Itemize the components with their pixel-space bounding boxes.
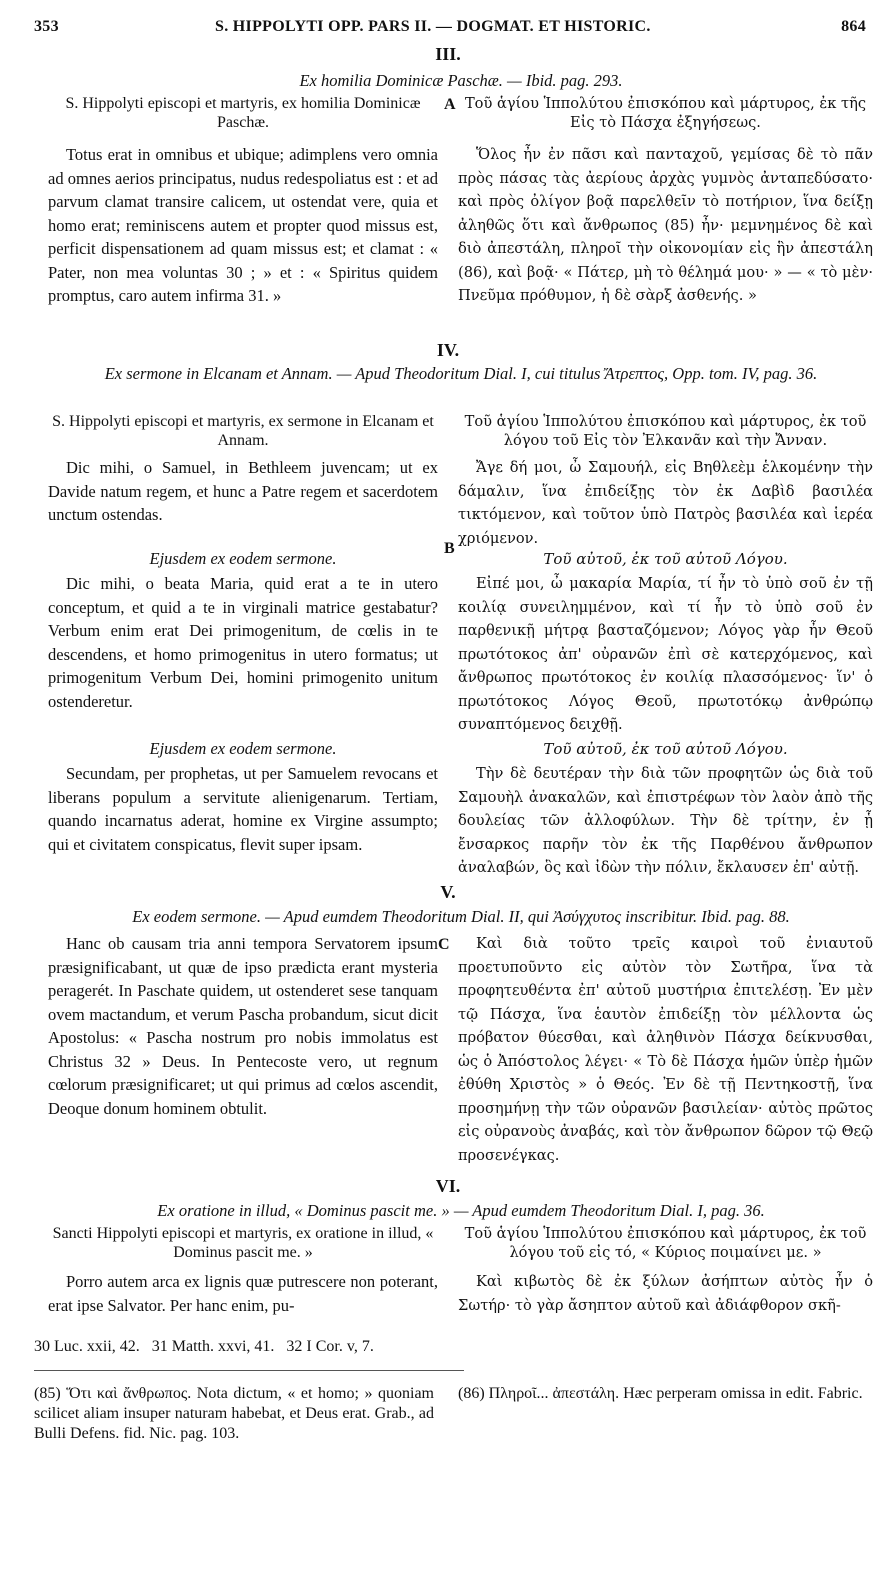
section-iv-greek-heading: Τοῦ ἁγίου Ἱππολύτου ἐπισκόπου καὶ μάρτυρος, ἐκ τοῦ λόγου τοῦ Εἰς τὸν Ἐλκανᾶν καὶ τὴν Ἄνναν. <box>464 413 867 449</box>
section-numeral-iii: III. <box>435 44 461 64</box>
section-vi-source: Ex oratione in illud, « Dominus pascit me. » — Apud eumdem Theodoritum Dial. I, pag. 36. <box>157 1201 765 1220</box>
section-numeral-v: V. <box>440 882 456 902</box>
section-v-greek-text: Καὶ διὰ τοῦτο τρεῖς καιροὶ τοῦ ἐνιαυτοῦ προετυποῦντο εἰς αὐτὸν τὸν Σωτῆρα, ἵνα τὰ προφητευθέντα ἐπ' αὐτοῦ μυστήρια ἐπιτελέσῃ. Ἐν μὲν τῷ Πάσχα, ἵνα ἑαυτὸν ἐπιδείξῃ τὸν μέλλοντα ὡς πρόβατον θύεσθαι, καὶ ἀληθινὸν Πάσχα δείκνυσθαι, ὡς ὁ Ἀπόστολος λέγει· « Τὸ δὲ Πάσχα ἡμῶν ὑπὲρ ἡμῶν ἐθύθη Χριστὸς » ὁ Θεός. Ἐν δὲ τῇ Πεντηκοστῇ, ἵνα προσημήνῃ τὴν τῶν οὐρανῶν βασιλείαν· αὐτὸς πρῶτος εἰς οὐρανοὺς ἀναβάς, καὶ τὸν ἄνθρωπον δῶρον τῷ Θεῷ προσενέγκας. <box>458 935 873 1164</box>
right-page-number: 864 <box>841 18 866 35</box>
section-vi-latin-heading: Sancti Hippolyti episcopi et martyris, ex oratione in illud, « Dominus pascit me. » <box>52 1225 434 1261</box>
scripture-footnotes: 30 Luc. xxii, 42. 31 Matth. xxvi, 41. 32 I Cor. v, 7. <box>34 1338 374 1355</box>
section-v-latin-text: Hanc ob causam tria anni tempora Servatorem ipsum præsignificabant, ut quæ de ipso prædicta erant mysteria peragerét. In Paschate quidem, ut ostenderet sese tanquam ovem mactandum, et verum Pascha probandum, sicut dicit Apostolus: « Pascha nostrum pro nobis immolatus est Christus 32 » Deus. In Pentecoste vero, ut regnum cœlorum præsignificaret; ut qui primus ad cœlos ascendit, Deoque donum hominem obtulit. <box>48 934 438 1118</box>
section-iii-source: Ex homilia Dominicæ Paschæ. — Ibid. pag. 293. <box>299 71 623 90</box>
sub2-latin-heading: Ejusdem ex eodem sermone. <box>149 739 337 758</box>
running-title: S. HIPPOLYTI OPP. PARS II. — DOGMAT. ET HISTORIC. <box>215 18 651 35</box>
section-iii-greek-heading: Τοῦ ἁγίου Ἱππολύτου ἐπισκόπου καὶ μάρτυρος, ἐκ τῆς Εἰς τὸ Πάσχα ἐξηγήσεως. <box>464 95 867 131</box>
section-iv-greek-text: Ἄγε δή μοι, ὦ Σαμουήλ, εἰς Βηθλεὲμ ἑλκομένην τὴν δάμαλιν, ἵνα ἐπιδείξῃς τὸν ἐκ Δαβὶδ βασιλέα τικτόμενον, καὶ τοῦτον ὑπὸ Πατρὸς βασιλέα καὶ ἱερέα χριόμενον. <box>458 459 873 547</box>
sub1-greek-heading: Τοῦ αὐτοῦ, ἐκ τοῦ αὐτοῦ Λόγου. <box>543 550 788 568</box>
sub1-greek-text: Εἰπέ μοι, ὦ μακαρία Μαρία, τί ἦν τὸ ὑπὸ σοῦ ἐν τῇ κοιλίᾳ συνειλημμένον, καὶ τί ἦν τὸ ὑπὸ σοῦ ἐν παρθενικῇ μήτρᾳ βασταζόμενον; Λόγος γὰρ ἦν Θεοῦ πρωτότοκος ἀπ' οὐρανῶν ἐπὶ σὲ κατερχόμενος, καὶ ἄνθρωπος πρωτότοκος ἐν κοιλίᾳ πλασσόμενος· ἵν' ὁ πρωτότοκος Λόγος Θεοῦ, πρωτοτόκῳ ἀνθρώπῳ συναπτόμενος δειχθῇ. <box>458 575 873 733</box>
section-vi-greek-heading: Τοῦ ἁγίου Ἱππολύτου ἐπισκόπου καὶ μάρτυρος, ἐκ τοῦ λόγου τοῦ εἰς τό, « Κύριος ποιμαίνει με. » <box>464 1225 867 1261</box>
margin-letter-b: B <box>444 540 455 557</box>
section-numeral-iv: IV. <box>436 340 460 360</box>
section-iv-source: Ex sermone in Elcanam et Annam. — Apud Theodoritum Dial. I, cui titulus Ἄτρεπτος, Opp. tom. IV, pag. 36. <box>104 364 818 383</box>
section-iii-greek-text: Ὅλος ἦν ἐν πᾶσι καὶ πανταχοῦ, γεμίσας δὲ τὸ πᾶν πρὸς πάσας τὰς ἀερίους ἀρχὰς γυμνὸς ἀνταπεδύσατο· καὶ πρὸς ὀλίγον βοᾷ παρελθεῖν τὸ ποτήριον, ἵνα δείξῃ ἀληθῶς ὅτι καὶ ἄνθρωπος (85) ἦν· μεμνημένος δὲ καὶ διὸ ἀπεστάλη, πληροῖ τὴν οἰκονομίαν εἰς ἣν ἀπεστάλη (86), καὶ βοᾷ· « Πάτερ, μὴ τὸ θέλημά μου· » — « τὸ μὲν· Πνεῦμα πρόθυμον, ἡ δὲ σὰρξ ἀσθενής. » <box>458 146 873 304</box>
margin-letter-c: C <box>438 936 450 953</box>
sub2-latin-text: Secundam, per prophetas, ut per Samuelem revocans et liberans populum a servitute alienigenarum. Tertiam, quando incarnatus aderat, homine ex Virgine assumpto; qui et civitatem conspicatus, flevit super ipsam. <box>48 764 438 854</box>
section-iv-latin-heading: S. Hippolyti episcopi et martyris, ex sermone in Elcanam et Annam. <box>52 413 434 449</box>
section-iii-latin-text: Totus erat in omnibus et ubique; adimplens vero omnia ad omnes aerios principatus, nudus redespoliatus est : et ad parvum clamat transire calicem, ut ostendat vere, quia et homo erat; reminiscens autem et propter quod missus est, perficit dispensationem ad quam missus est; et clamat : « Pater, non mea voluntas 30 ; » et : « Spiritus quidem promptus, caro autem infirma 31. » <box>48 145 438 305</box>
footnote-85: (85) Ὅτι καὶ ἄνθρωπος. Nota dictum, « et homo; » quoniam scilicet aliam insuper naturam habebat, et Deus erat. Grab., ad Bulli Defens. fid. Nic. pag. 103. <box>34 1385 434 1442</box>
section-vi-greek-text: Καὶ κιβωτὸς δὲ ἐκ ξύλων ἀσήπτων αὐτὸς ἦν ὁ Σωτήρ· τὸ γὰρ ἄσηπτον αὐτοῦ καὶ ἀδιάφθορον σκῆ- <box>458 1273 873 1314</box>
footnote-divider <box>34 1370 464 1371</box>
left-page-number: 353 <box>34 18 59 35</box>
section-v-source: Ex eodem sermone. — Apud eumdem Theodoritum Dial. II, qui Ἀσύγχυτος inscribitur. Ibid. pag. 88. <box>132 907 790 926</box>
footnote-86: (86) Πληροῖ... ἀπεστάλη. Hæc perperam omissa in edit. Fabric. <box>458 1385 863 1402</box>
margin-letter-a: A <box>444 96 456 113</box>
section-vi-latin-text: Porro autem arca ex lignis quæ putrescere non poterant, erat ipse Salvator. Per hanc enim, pu- <box>48 1272 438 1315</box>
sub2-greek-heading: Τοῦ αὐτοῦ, ἐκ τοῦ αὐτοῦ Λόγου. <box>543 740 788 758</box>
sub1-latin-heading: Ejusdem ex eodem sermone. <box>149 549 337 568</box>
section-iii-latin-heading: S. Hippolyti episcopi et martyris, ex homilia Dominicæ Paschæ. <box>65 95 421 131</box>
section-numeral-vi: VI. <box>435 1176 461 1196</box>
sub1-latin-text: Dic mihi, o beata Maria, quid erat a te in utero conceptum, et quid a te in virginali matrice gestabatur? Verbum enim erat Dei primogenitum, de cœlis in te descendens, et homo primogenitus in utero formatus; ut primogenitum Verbum Dei, homini primogenito unitum ostenderetur. <box>48 574 438 711</box>
sub2-greek-text: Τὴν δὲ δευτέραν τὴν διὰ τῶν προφητῶν ὡς διὰ τοῦ Σαμουὴλ ἀνακαλῶν, καὶ ἐπιστρέφων τὸν λαὸν ἀπὸ τῆς δουλείας τῶν ἀλλοφύλων. Τὴν δὲ τρίτην, ἐν ᾗ ἔνσαρκος παρῆν τὸν ἐκ τῆς Παρθένου ἄνθρωπον ἀναλαβών, ὃς καὶ ἰδὼν τὴν πόλιν, ἔκλαυσεν ἐπ' αὐτῇ. <box>458 765 873 876</box>
section-iv-latin-text: Dic mihi, o Samuel, in Bethleem juvencam; ut ex Davide natum regem, et hunc a Patre regem et sacerdotem unctum ostendas. <box>48 458 438 524</box>
